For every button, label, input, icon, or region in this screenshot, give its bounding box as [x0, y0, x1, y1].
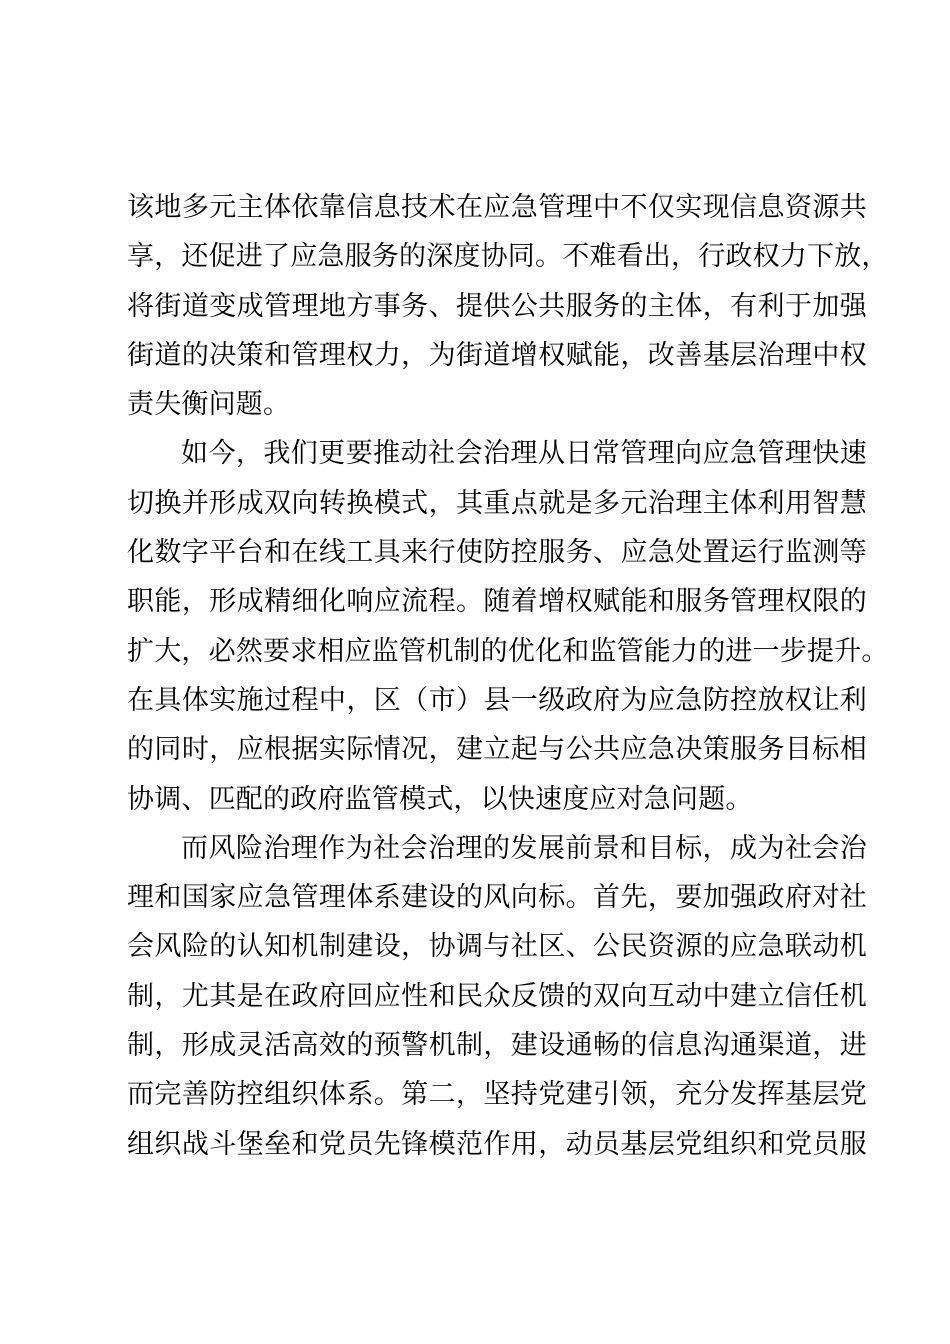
document-body-text [127, 183, 889, 1169]
text-line: 该地多元主体依靠信息技术在应急管理中不仅实现信息资源共 [127, 192, 867, 223]
text-line: 职能，形成精细化响应流程。随着增权赋能和服务管理权限的 [127, 586, 867, 618]
paragraph-first-line: 如今，我们更要推动社会治理从日常管理向应急管理快速 [181, 438, 867, 470]
text-line: 责失衡问题。 [127, 389, 291, 421]
text-line: 切换并形成双向转换模式，其重点就是多元治理主体利用智慧 [127, 487, 867, 519]
text-line: 享，还促进了应急服务的深度协同。不难看出，行政权力下放， [127, 241, 889, 273]
text-line: 街道的决策和管理权力，为街道增权赋能，改善基层治理中权 [127, 339, 867, 371]
text-line: 化数字平台和在线工具来行使防控服务、应急处置运行监测等 [127, 537, 867, 569]
text-line: 的同时，应根据实际情况，建立起与公共应急决策服务目标相 [127, 734, 867, 766]
text-line: 协调、匹配的政府监管模式，以快速度应对急问题。 [127, 783, 753, 815]
text-line: 而完善防控组织体系。第二，坚持党建引领，充分发挥基层党 [127, 1079, 867, 1111]
text-line: 会风险的认知机制建设，协调与社区、公民资源的应急联动机 [127, 931, 867, 963]
text-line: 将街道变成管理地方事务、提供公共服务的主体，有利于加强 [127, 290, 867, 322]
text-line: 扩大，必然要求相应监管机制的优化和监管能力的进一步提升。 [127, 635, 889, 667]
paragraph-first-line: 而风险治理作为社会治理的发展前景和目标，成为社会治 [181, 832, 867, 864]
text-line: 制，尤其是在政府回应性和民众反馈的双向互动中建立信任机 [127, 980, 867, 1012]
text-line: 理和国家应急管理体系建设的风向标。首先，要加强政府对社 [127, 882, 867, 914]
text-line: 组织战斗堡垒和党员先锋模范作用，动员基层党组织和党员服 [127, 1128, 867, 1160]
text-line: 在具体实施过程中，区（市）县一级政府为应急防控放权让利 [127, 684, 867, 716]
text-line: 制，形成灵活高效的预警机制，建设通畅的信息沟通渠道，进 [127, 1030, 867, 1062]
